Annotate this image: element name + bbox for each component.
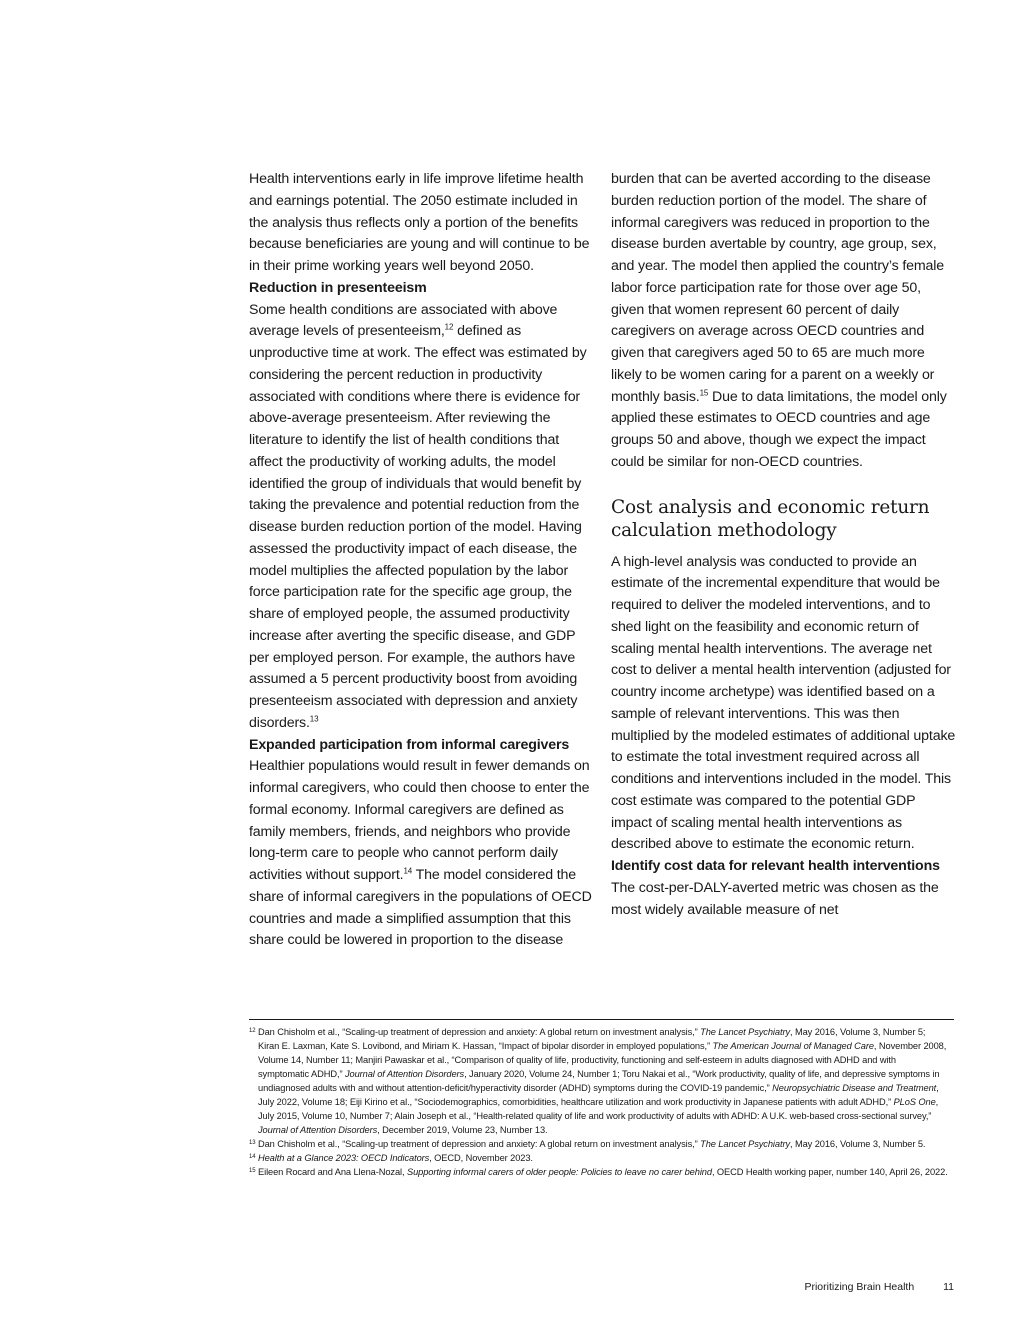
footnote-text: , May 2016, Volume 3, Number 5. [790, 1139, 926, 1149]
footnote-source-title: Journal of Attention Disorders [258, 1125, 378, 1135]
footnote-14 [249, 1151, 949, 1165]
footnote-source-title: Neuropsychiatric Disease and Treatment [772, 1083, 937, 1093]
footnote-ref-14[interactable]: 14 [403, 866, 413, 876]
footnote-source-title: The American Journal of Managed Care [712, 1041, 874, 1051]
footnotes [249, 1025, 949, 1179]
page-number: 11 [943, 1281, 954, 1293]
footnote-source-title: The Lancet Psychiatry [700, 1139, 790, 1149]
footnote-ref-13[interactable]: 13 [309, 714, 319, 724]
page-footer [804, 1281, 954, 1293]
footnote-text: , OECD, November 2023. [429, 1153, 533, 1163]
caregivers-continued-paragraph: burden that can be averted according to the disease burden reduction portion of the model. The share of informal caregivers was reduced in proportion to the disease burden avertable by country, age group, sex, and year. The model then applied the country’s female labor force participation rate for those over age 50, given that women represent 60 percent of daily caregivers on average across OECD countries and given that caregivers aged 50 to 65 are much more likely to be women caring for a parent on a weekly or monthly basis.$^{15}$ Due to data limitations, the model only applied these estimates to OECD countries and age groups 50 and above, though we expect the impact could be similar for non-OECD countries. [611, 171, 947, 470]
footnote-divider [249, 1019, 954, 1020]
subheading-presenteeism: Reduction in presenteeism [249, 279, 427, 296]
footnote-text: Eileen Rocard and Ana Llena-Nozal, [258, 1167, 407, 1177]
footnote-source-title: Health at a Glance 2023: OECD Indicators [258, 1153, 430, 1163]
left-column [249, 169, 594, 952]
footnote-source-title: Journal of Attention Disorders [344, 1069, 465, 1079]
footnote-15 [249, 1165, 949, 1179]
caregivers-paragraph: Healthier populations would result in fewer demands on informal caregivers, who could then choose to enter the formal economy. Informal caregivers are defined as family members, friends, and neighbors who provide long-term care to people who cannot perform daily activities without support.$^{14}$ The model considered the share of informal caregivers in the populations of OECD countries and made a simplified assumption that this share could be lowered in proportion to the disease [249, 758, 592, 949]
footnote-text: Dan Chisholm et al., “Scaling-up treatment of depression and anxiety: A global return on investment analysis,” [258, 1027, 701, 1037]
footnote-source-title: Supporting informal carers of older people: Policies to leave no carer behind [406, 1167, 712, 1177]
right-column [611, 169, 956, 921]
footnote-text: , November 2008, Volume 14, Number 11; Manjiri Pawaskar et al., “Comparison of quality of life, productivity, functioning and self-esteem in adults diagnosed with ADHD and with symptomatic ADHD,” [258, 1041, 947, 1079]
section-heading: Cost analysis and economic return calculation methodology [611, 496, 930, 541]
footnote-source-title: The Lancet Psychiatry [700, 1027, 790, 1037]
footnote-13 [249, 1137, 949, 1151]
cost-data-paragraph: The cost-per-DALY-averted metric was chosen as the most widely available measure of net [611, 879, 939, 918]
cost-analysis-paragraph: A high-level analysis was conducted to provide an estimate of the incremental expenditure that would be required to deliver the modeled interventions, and to shed light on the feasibility and economic return of scaling mental health interventions. The average net cost to deliver a mental health intervention (adjusted for country income archetype) was identified based on a sample of relevant interventions. This was then multiplied by the modeled estimates of additional uptake to estimate the total investment required across all conditions and interventions included in the model. This cost estimate was compared to the potential GDP impact of scaling mental health interventions as described above to estimate the economic return. [611, 553, 956, 853]
footnote-text: , July 2015, Volume 10, Number 7; Alain Joseph et al., “Health-related quality of life and work productivity of adults with ADHD: A U.K. web-based cross-sectional survey,” [258, 1097, 939, 1121]
footnote-12 [249, 1025, 949, 1137]
footnote-number: 12 [249, 1028, 256, 1034]
footnote-source-title: PLoS One [893, 1097, 936, 1107]
footnote-text: , December 2019, Volume 23, Number 13. [377, 1125, 548, 1135]
footnote-text: , July 2022, Volume 18; Eiji Kirino et al., “Sociodemographics, comorbidities, healthcare utilization and work productivity in Japanese patients with adult ADHD,” [258, 1083, 939, 1107]
footnote-ref-15[interactable]: 15 [699, 387, 709, 397]
footnote-text: , January 2020, Volume 24, Number 1; Toru Nakai et al., “Work productivity, quality of life, and depressive symptoms in undiagnosed adults with and without attention-deficit/hyperactivity disorder (ADHD) symptoms during the COVID-19 pandemic,” [258, 1069, 940, 1093]
presenteeism-paragraph: Some health conditions are associated with above average levels of presenteeism,$^{12}$ defined as unproductive time at work. The effect was estimated by considering the percent reduction in productivity associated with conditions where there is evidence for above-average presenteeism. After reviewing the literature to identify the list of health conditions that affect the productivity of working adults, the model identified the group of individuals that would benefit by taking the prevalence and potential reduction from the disease burden reduction portion of the model. Having assessed the productivity impact of each disease, the model multiplies the affected population by the labor force participation rate for the specific age group, the share of employed people, the assumed productivity increase after averting the specific disease, and GDP per employed person. For example, the authors have assumed a 5 percent productivity boost from avoiding presenteeism associated with depression and anxiety disorders.$^{13}$ [249, 301, 587, 731]
subheading-cost-data: Identify cost data for relevant health interventions [611, 858, 940, 874]
intro-paragraph: Health interventions early in life improve lifetime health and earnings potential. The 2050 estimate included in the analysis thus reflects only a portion of the benefits because beneficiaries are young and will continue to be in their prime working years well beyond 2050. [249, 171, 590, 274]
publication-title: Prioritizing Brain Health [804, 1281, 915, 1293]
footnote-number: 14 [249, 1154, 256, 1160]
footnote-ref-12[interactable]: 12 [444, 322, 454, 332]
footnote-text: , OECD Health working paper, number 140, April 26, 2022. [711, 1167, 948, 1177]
footnote-number: 15 [249, 1168, 256, 1174]
footnote-number: 13 [249, 1140, 256, 1146]
subheading-caregivers: Expanded participation from informal caregivers [249, 736, 570, 753]
footnote-text: , May 2016, Volume 3, Number 5; Kiran E. Laxman, Kate S. Lovibond, and Miriam K. Hassan, “Impact of bipolar disorder in employed populations,” [258, 1027, 926, 1051]
footnote-text: Dan Chisholm et al., “Scaling-up treatment of depression and anxiety: A global return on investment analysis,” [258, 1139, 701, 1149]
